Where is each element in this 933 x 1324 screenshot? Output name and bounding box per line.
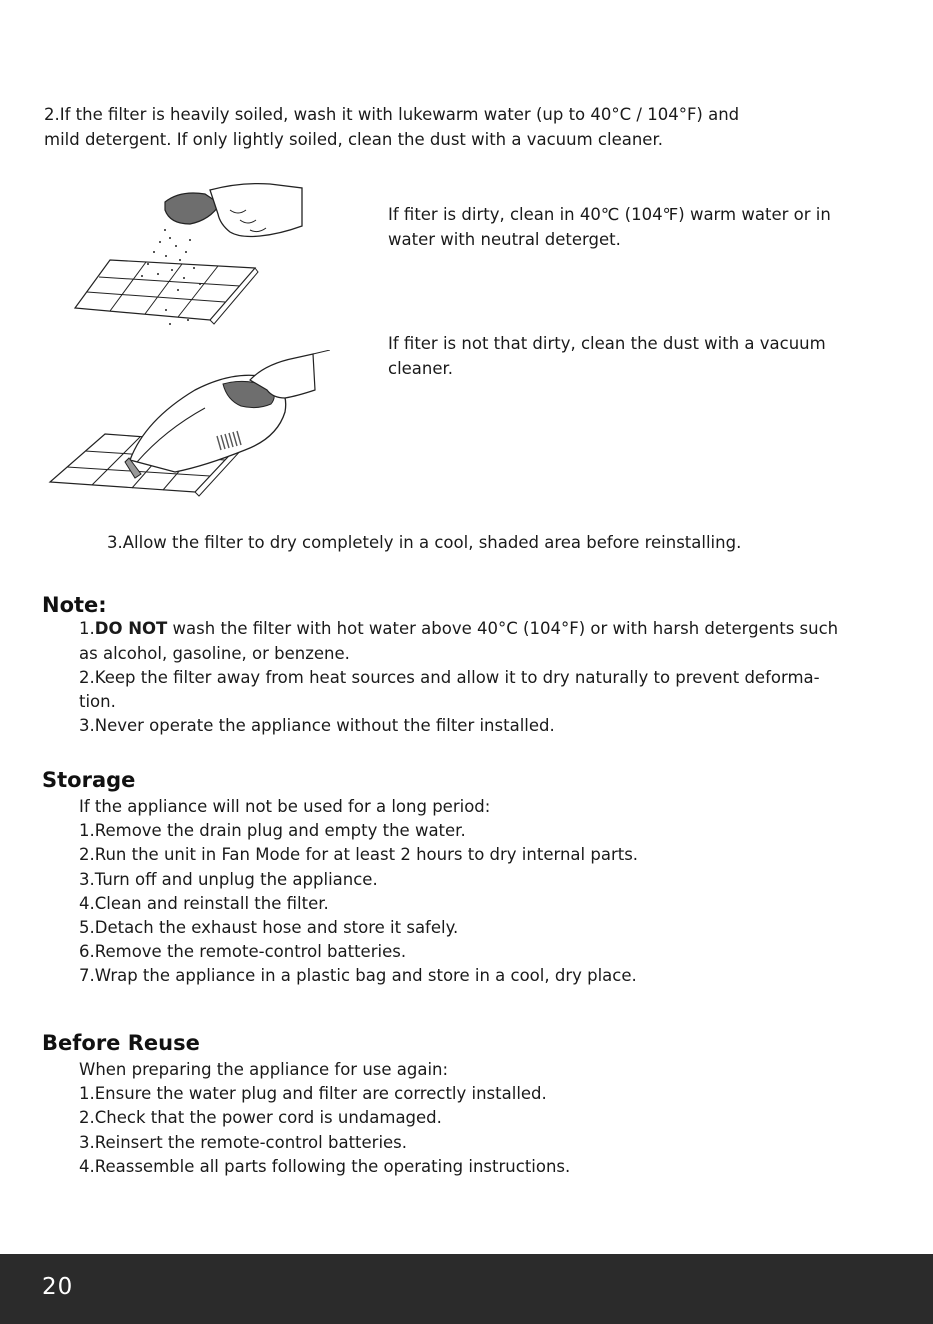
reuse-heading: Before Reuse [42,1031,200,1055]
storage-list [79,795,638,989]
list-item: 3.Reinsert the remote-control batteries. [79,1132,408,1152]
spray-wash-illustration [70,180,310,330]
intro-line-1: 2.If the filter is heavily soiled, wash it with lukewarm water (up to 40°C / 104°F) and [44,105,740,124]
note-item-1-emphasis: DO NOT [94,619,168,638]
list-item: 5.Detach the exhaust hose and store it safely. [79,918,459,938]
note-item-2-line-1: 2.Keep the filter away from heat sources and allow it to dry naturally to prevent deforma- [79,668,820,687]
step-3-text: 3.Allow the filter to dry completely in a cool, shaded area before reinstalling. [107,533,742,552]
list-item: 7.Wrap the appliance in a plastic bag and store in a cool, dry place. [79,966,637,986]
note-item-1-prefix: 1. [79,619,95,638]
vacuum-clean-illustration [45,350,330,500]
vacuum-caption-line-2: cleaner. [388,359,454,378]
list-item: 2.Run the unit in Fan Mode for at least 2 hours to dry internal parts. [79,845,639,865]
intro-line-2: mild detergent. If only lightly soiled, clean the dust with a vacuum cleaner. [44,130,663,149]
page-number: 20 [42,1274,74,1300]
list-item: When preparing the appliance for use again: [79,1060,449,1079]
vacuum-caption-line-1: If fiter is not that dirty, clean the dust with a vacuum [388,334,826,353]
list-item: 1.Remove the drain plug and empty the water. [79,821,466,841]
note-heading: Note: [42,593,107,617]
list-item: 1.Ensure the water plug and filter are correctly installed. [79,1084,547,1104]
list-item: 2.Check that the power cord is undamaged. [79,1108,442,1128]
page-footer [0,1254,933,1324]
list-item: 6.Remove the remote-control batteries. [79,942,407,962]
list-item: 3.Turn off and unplug the appliance. [79,869,378,889]
list-item: If the appliance will not be used for a long period: [79,797,491,816]
note-item-1 [79,617,838,642]
reuse-list [79,1058,570,1179]
wash-caption-line-1: If fiter is dirty, clean in 40℃ (104℉) warm water or in [388,205,831,224]
note-item-2-line-2: tion. [79,692,116,711]
wash-caption-line-2: water with neutral deterget. [388,230,621,249]
note-item-3: 3.Never operate the appliance without the filter installed. [79,716,555,735]
list-item: 4.Clean and reinstall the filter. [79,893,329,913]
list-item: 4.Reassemble all parts following the operating instructions. [79,1156,571,1176]
note-item-1-line-2: as alcohol, gasoline, or benzene. [79,644,350,663]
note-item-1-text: wash the filter with hot water above 40°C (104°F) or with harsh detergents such [167,619,839,638]
storage-heading: Storage [42,768,136,792]
